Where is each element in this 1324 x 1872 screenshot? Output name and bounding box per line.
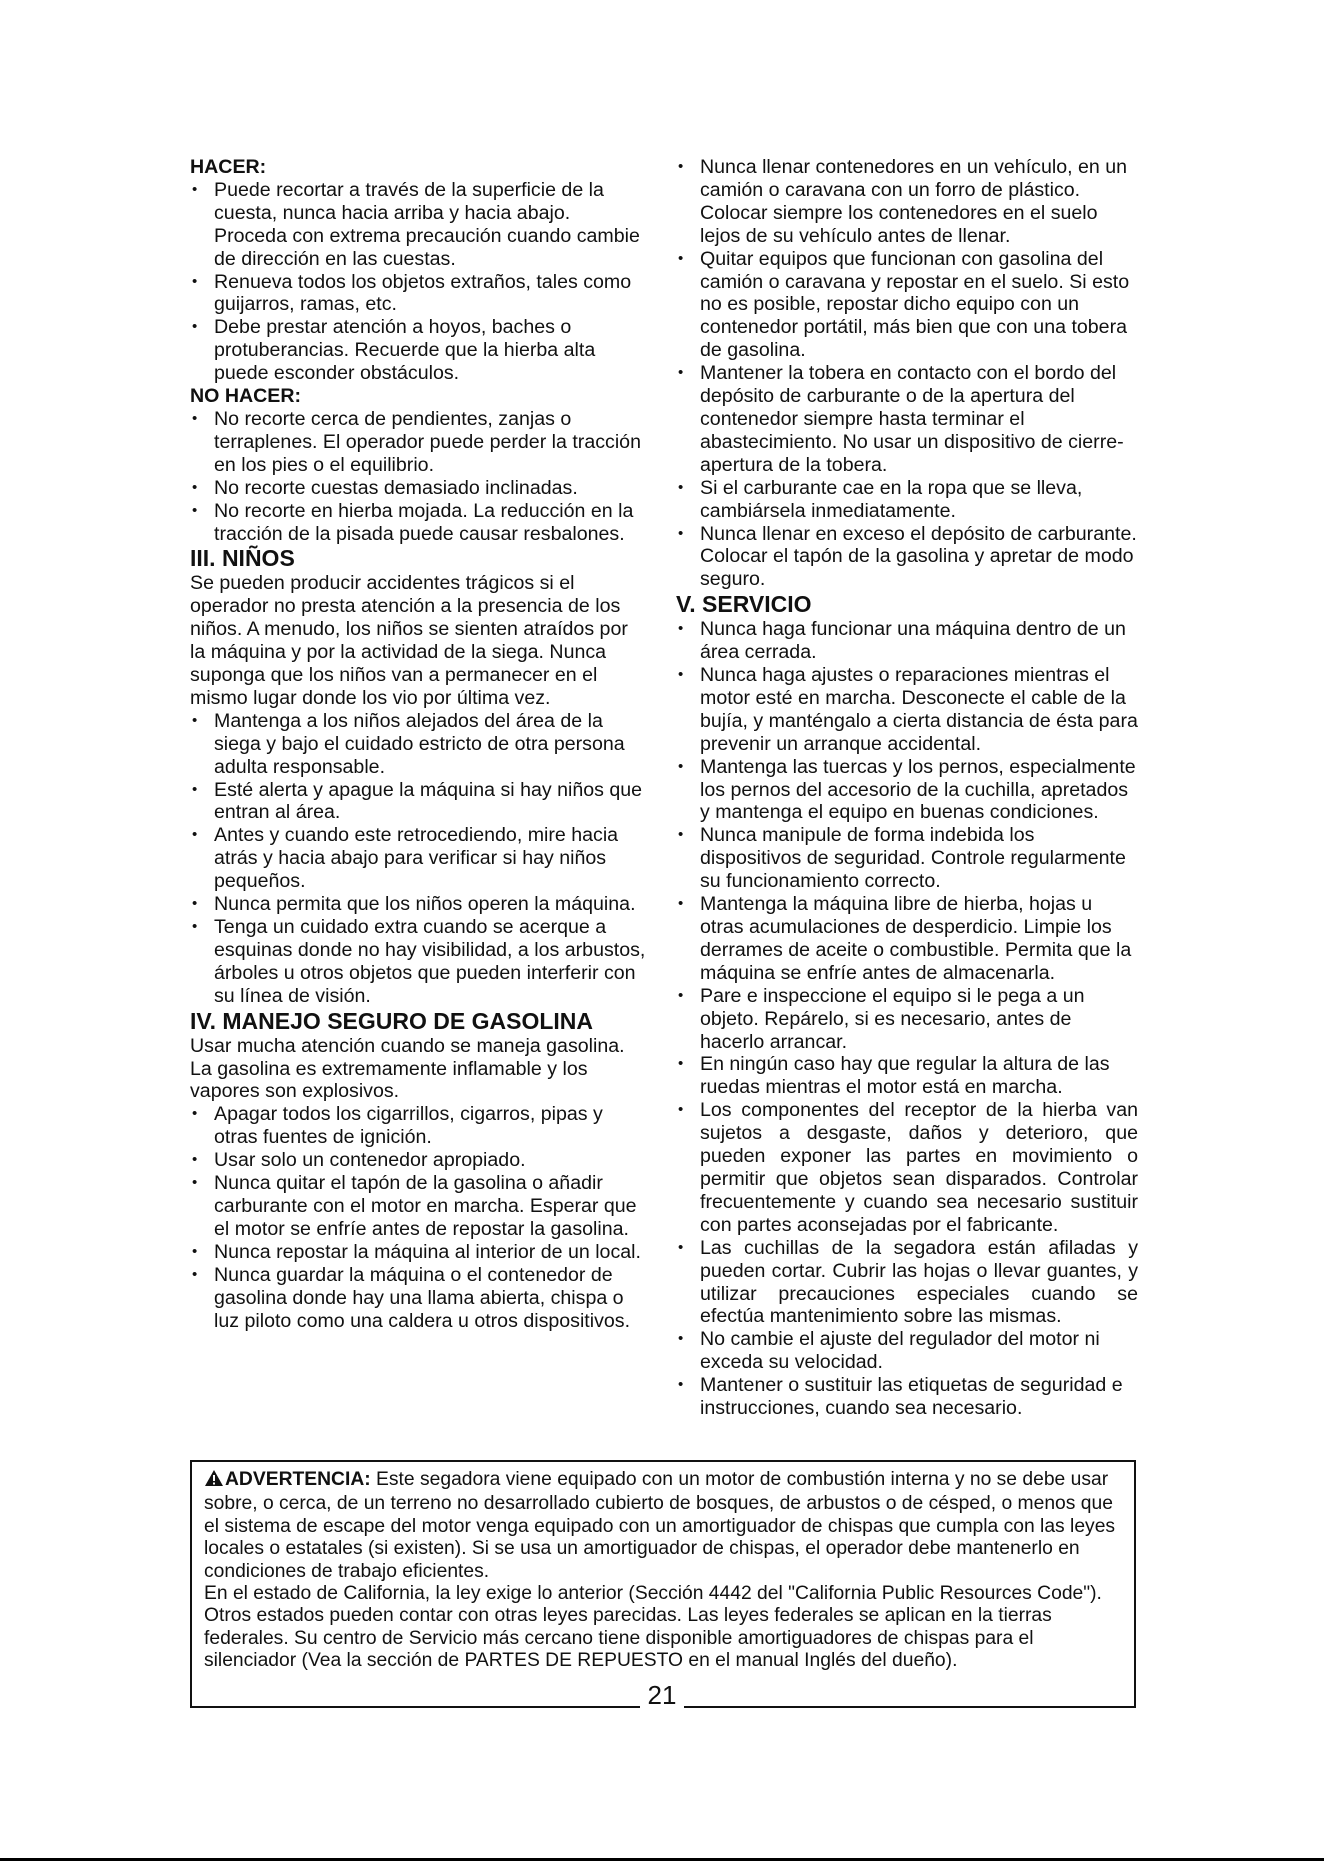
list-item: • Los componentes del receptor de la hierba van sujetos a desgaste, daños y deterioro, que pueden exponer las partes en movimiento o permitir que objetos sean disparados. Controlar frecuentemente y cuando sea necesario sustituir con partes aconsejadas por el fabricante. — [676, 1099, 1138, 1236]
servicio-heading: V. SERVICIO — [676, 591, 812, 618]
left-column — [190, 156, 648, 1332]
warning-paragraph — [204, 1469, 1122, 1583]
gasolina-intro: Usar mucha atención cuando se maneja gasolina. La gasolina es extremamente inflamable y los vapores son explosivos. — [190, 1034, 625, 1103]
list-item: • Usar solo un contenedor apropiado. — [190, 1149, 648, 1172]
no-hacer-heading: NO HACER: — [190, 385, 302, 408]
servicio-list — [676, 618, 1138, 1420]
ninos-heading: III. NIÑOS — [190, 545, 295, 572]
list-item: • Mantener la tobera en contacto con el bordo del depósito de carburante o de la apertura del contenedor siempre hasta terminar el abastecimiento. No usar un dispositivo de cierre-apertura de la tobera. — [676, 362, 1138, 477]
list-item: • Nunca llenar en exceso el depósito de carburante. Colocar el tapón de la gasolina y apretar de modo seguro. — [676, 523, 1138, 592]
gasolina-heading: IV. MANEJO SEGURO DE GASOLINA — [190, 1007, 593, 1034]
gasolina-list — [190, 1103, 648, 1332]
gasolina-list-continued — [676, 156, 1138, 591]
list-item: • En ningún caso hay que regular la altura de las ruedas mientras el motor está en marcha. — [676, 1053, 1138, 1099]
list-item: • Renueva todos los objetos extraños, tales como guijarros, ramas, etc. — [190, 271, 648, 317]
ninos-intro: Se pueden producir accidentes trágicos si el operador no presta atención a la presencia de los niños. A menudo, los niños se sienten atraídos por la máquina y por la actividad de la siega. Nunca suponga que los niños van a permanecer en el mismo lugar donde los vio por última vez. — [190, 572, 628, 709]
list-item: • Nunca guardar la máquina o el contenedor de gasolina donde hay una llama abierta, chispa o luz piloto como una caldera u otros dispositivos. — [190, 1264, 648, 1333]
list-item: • No recorte en hierba mojada. La reducción en la tracción de la pisada puede causar resbalones. — [190, 500, 648, 546]
warning-triangle-icon — [204, 1469, 224, 1493]
list-item: • Apagar todos los cigarrillos, cigarros, pipas y otras fuentes de ignición. — [190, 1103, 648, 1149]
right-column — [676, 156, 1138, 1420]
page-number: 21 — [640, 1680, 684, 1710]
list-item: • Mantenga la máquina libre de hierba, hojas u otras acumulaciones de desperdicio. Limpie los derrames de aceite o combustible. Permita que la máquina se enfríe antes de almacenarla. — [676, 893, 1138, 985]
list-item: • Pare e inspeccione el equipo si le pega a un objeto. Repárelo, si es necesario, antes de hacerlo arrancar. — [676, 985, 1138, 1054]
warning-box — [190, 1460, 1136, 1708]
list-item: • Nunca repostar la máquina al interior de un local. — [190, 1241, 648, 1264]
list-item: • Tenga un cuidado extra cuando se acerque a esquinas donde no hay visibilidad, a los arbustos, árboles u otros objetos que pueden interferir con su línea de visión. — [190, 916, 648, 1008]
warning-title: ADVERTENCIA: — [225, 1469, 371, 1490]
list-item: • Mantenga las tuercas y los pernos, especialmente los pernos del accesorio de la cuchilla, apretados y mantenga el equipo en buenas condiciones. — [676, 756, 1138, 825]
list-item: • Nunca manipule de forma indebida los dispositivos de seguridad. Controle regularmente su funcionamiento correcto. — [676, 824, 1138, 893]
list-item: • Si el carburante cae en la ropa que se lleva, cambiársela inmediatamente. — [676, 477, 1138, 523]
ninos-list — [190, 710, 648, 1008]
hacer-list — [190, 179, 648, 385]
list-item: • Nunca permita que los niños operen la máquina. — [190, 893, 648, 916]
list-item: • No recorte cuestas demasiado inclinadas. — [190, 477, 648, 500]
list-item: • Antes y cuando este retrocediendo, mire hacia atrás y hacia abajo para verificar si hay niños pequeños. — [190, 824, 648, 893]
list-item: • Las cuchillas de la segadora están afiladas y pueden cortar. Cubrir las hojas o llevar guantes, y utilizar precauciones especiales cuando se efectúa mantenimiento sobre las mismas. — [676, 1237, 1138, 1329]
list-item: • Debe prestar atención a hoyos, baches o protuberancias. Recuerde que la hierba alta puede esconder obstáculos. — [190, 316, 648, 385]
warning-paragraph-2: En el estado de California, la ley exige lo anterior (Sección 4442 del "California Public Resources Code"). Otros estados pueden contar con otras leyes parecidas. Las leyes federales se aplican en la tierras federales. Su centro de Servicio más cercano tiene disponible amortiguadores de chispas para el silenciador (Vea la sección de PARTES DE REPUESTO en el manual Inglés del dueño). — [204, 1583, 1102, 1672]
warning-body: Este segadora viene equipado con un motor de combustión interna y no se debe usar sobre, o cerca, de un terreno no desarrollado cubierto de bosques, de arbustos o de césped, o menos que el sistema de escape del motor venga equipado con un amortiguador de chispas que cumpla con las leyes locales o estatales (si existen). Si se usa un amortiguador de chispas, el operador debe mantenerlo en condiciones de trabajo eficientes. — [204, 1469, 1116, 1582]
hacer-heading: HACER: — [190, 156, 267, 178]
list-item: • Mantenga a los niños alejados del área de la siega y bajo el cuidado estricto de otra persona adulta responsable. — [190, 710, 648, 779]
list-item: • Nunca llenar contenedores en un vehículo, en un camión o caravana con un forro de plástico. Colocar siempre los contenedores en el suelo lejos de su vehículo antes de llenar. — [676, 156, 1138, 248]
list-item: • Quitar equipos que funcionan con gasolina del camión o caravana y repostar en el suelo. Si esto no es posible, repostar dicho equipo con un contenedor portátil, más bien que con una tobera de gasolina. — [676, 248, 1138, 363]
list-item: • Nunca quitar el tapón de la gasolina o añadir carburante con el motor en marcha. Esperar que el motor se enfríe antes de repostar la gasolina. — [190, 1172, 648, 1241]
list-item: • No recorte cerca de pendientes, zanjas o terraplenes. El operador puede perder la tracción en los pies o el equilibrio. — [190, 408, 648, 477]
list-item: • Esté alerta y apague la máquina si hay niños que entran al área. — [190, 779, 648, 825]
list-item: • Nunca haga funcionar una máquina dentro de un área cerrada. — [676, 618, 1138, 664]
list-item: • Puede recortar a través de la superficie de la cuesta, nunca hacia arriba y hacia abajo. Proceda con extrema precaución cuando cambie de dirección en las cuestas. — [190, 179, 648, 271]
list-item: • No cambie el ajuste del regulador del motor ni exceda su velocidad. — [676, 1328, 1138, 1374]
bottom-rule — [0, 1858, 1324, 1861]
no-hacer-list — [190, 408, 648, 545]
list-item: • Mantener o sustituir las etiquetas de seguridad e instrucciones, cuando sea necesario. — [676, 1374, 1138, 1420]
list-item: • Nunca haga ajustes o reparaciones mientras el motor esté en marcha. Desconecte el cable de la bujía, y manténgalo a cierta distancia de ésta para prevenir un arranque accidental. — [676, 664, 1138, 756]
